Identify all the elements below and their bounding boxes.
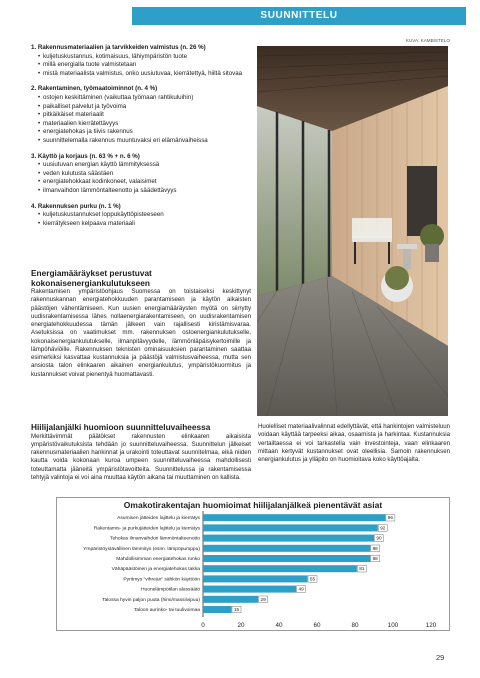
list-section xyxy=(31,85,249,145)
x-tick-label: 40 xyxy=(275,622,283,629)
list-section-title: 3. Käyttö ja korjaus (n. 63 % + n. 6 %) xyxy=(31,152,140,160)
list-item: • kuljetuskustannus, kotimaisuus, lähiympäristön tuote xyxy=(38,53,249,62)
list-item: • suunnittelemalla rakennus muuntuvaksi eri elämänvaiheissa xyxy=(38,137,249,146)
section-header: SUUNNITTELU xyxy=(132,7,466,25)
value-label: 15 xyxy=(233,607,240,612)
x-tick-label: 0 xyxy=(201,622,205,629)
x-tick-label: 60 xyxy=(313,622,321,629)
category-label: Rakentamis- ja purkujätteiden lajittelu ja kierrätys xyxy=(93,526,200,532)
article-heading: Energiamääräykset perustuvat kokonaisenergiankulutukseen xyxy=(31,268,152,288)
chart-canvas xyxy=(57,498,449,630)
bar xyxy=(203,514,385,521)
bar xyxy=(203,575,308,582)
chart-title: Omakotirakentajan huomioimat hiilijalanjälkeä pienentävät asiat xyxy=(123,500,383,510)
article-heading: Hiilijalanjälki huomioon suunnitteluvaiheessa xyxy=(31,422,211,432)
value-label: 55 xyxy=(309,576,316,582)
list-section xyxy=(31,44,249,78)
article-paragraph: Rakentamisen ympäristöohjaus Suomessa on toistaiseksi keskittynyt rakennuskannan energiatehokkuuden parantamiseen ja käytön aikaisten päästöjen vähentämiseen. Kun uusien energiamääräysten myötä on siirrytty uudisrakentamisessa lähes nollaenergiarakentamiseen, on uudisrakentamisen energiatehokkuudessa tämän jälkeen vain rajallisesti kiristämisvaraa. Asetuksissa on vaatimukset mm. rakennuksen ostoenergiankulutukselle, kokonaisenergiankulutukselle, ilmanpitävyydelle, lämmönläpäisykertoimille ja lämpöhäviöille. Rakennuksen teknisten ominaisuuksien parantaminen saattaa esimerkiksi kasvattaa kustannuksia ja päästöjä valmistusvaiheessa, mutta sen ansiosta talon elinkaaren aikainen energiankulutus, ympäristökuormitus ja kustannukset voivat pienentyä huomattavasti. xyxy=(31,288,251,378)
bar xyxy=(203,545,370,552)
list-section xyxy=(31,153,249,196)
bar xyxy=(203,606,232,613)
list-item: • uusiutuvan energian käyttö lämmityksessä xyxy=(38,161,249,170)
category-label: Talossa hyvin paljon puuta (hirsi/massiivipuu) xyxy=(102,597,200,603)
category-label: Taloon aurinko- tai tuulivoimaa xyxy=(133,608,200,613)
value-label: 29 xyxy=(260,596,266,602)
article-paragraph: Huolelliset materiaalivalinnat edellyttävät, että hankintojen valmisteluun voidaan käyttää tarpeeksi aikaa, osaamista ja harkintaa. Kustannuksia vertailtaessa ei voi tarkastella vain investointeja, vaan elinkaaren mittaan kertyvät kustannukset ovat oleellisia. Samoin rakennuksen energiankulutus ja ylläpito on huomioitava koko käyttöajalta. xyxy=(258,423,450,463)
list-item: • kuljetuskustannukset loppukäyttöpisteeseen xyxy=(38,211,249,220)
value-label: 88 xyxy=(372,556,378,561)
lifecycle-list xyxy=(31,44,249,235)
list-item: • ilmanvaihdon lämmöntalteenotto ja säädettävyys xyxy=(38,187,249,196)
list-section-title: 2. Rakentaminen, työmaatoiminnot (n. 4 %) xyxy=(31,85,158,93)
x-tick-label: 120 xyxy=(425,622,437,629)
list-item: • energiatehokas ja tiivis rakennus xyxy=(38,128,249,137)
list-section xyxy=(31,203,249,229)
category-label: Ympäristöystävällinen lämmitys (esim. lämpöpumppu) xyxy=(83,546,200,552)
value-label: 88 xyxy=(372,545,378,551)
category-label: Tehokas ilmanvaihdon lämmöntalteenotto xyxy=(110,536,200,542)
list-section-title: 1. Rakennusmateriaalien ja tarvikkeiden valmistus (n. 26 %) xyxy=(31,44,206,51)
terrace-photo-illustration xyxy=(257,46,448,416)
category-label: Asumisen jätteiden lajittelu ja kierrätys xyxy=(117,516,200,522)
bar-chart xyxy=(56,497,450,631)
list-item: • veden kulutusta säästäen xyxy=(38,170,249,179)
bar xyxy=(203,555,370,562)
value-label: 96 xyxy=(387,515,394,521)
list-item: • energiatehokkaat kodinkoneet, valaisimet xyxy=(38,178,249,187)
list-item: • paikalliset palvelut ja työvoima xyxy=(38,103,249,112)
list-section-title: 4. Rakennuksen purku (n. 1 %) xyxy=(31,202,121,210)
bar xyxy=(203,524,378,531)
terrace-photo xyxy=(257,46,448,416)
category-label: Pyritmys "vihreän" sähkön käyttöön xyxy=(123,577,200,583)
bar xyxy=(203,596,258,603)
value-label: 92 xyxy=(380,525,386,531)
category-label: Huonelämpötilan alassäätö xyxy=(141,587,200,593)
list-item: • kierrätykseen kelpaava materiaali xyxy=(38,220,249,229)
list-item: • mistä materiaalista valmistus, onko uusiutuvaa, kierrätettyä, hiiltä sitovaa xyxy=(38,70,249,79)
value-label: 90 xyxy=(376,535,382,541)
list-item: • materiaalien kierrätettävyys xyxy=(38,120,249,129)
bar xyxy=(203,586,296,593)
x-tick-label: 20 xyxy=(237,622,245,629)
article-section-energy xyxy=(31,269,251,379)
list-item: • ostojen keskittäminen (vaikuttaa työmaan rahtikuluihin) xyxy=(38,94,249,103)
page-number: 29 xyxy=(436,653,445,662)
bar xyxy=(203,535,374,542)
list-item: • millä energialla tuote valmistetaan xyxy=(38,61,249,70)
x-tick-label: 100 xyxy=(387,622,399,629)
article-section-footprint xyxy=(31,423,251,482)
bar xyxy=(203,565,357,572)
article-paragraph: Merkittävimmät päätökset rakennusten elinkaaren aikaisista ympäristövaikutuksista tehdään jo suunnitteluvaiheessa. Suunnittelun jälkeiset rakennusmateriaalien hankinnat ja urakointi toteuttavat suunnitelmaa, eikä niiden kautta voida kokonaan kuroa umpeen suunnitteluvaiheessa mahdollisesti toteuttamatta jääneitä ympäristötavoitteita. Suunnittelussa ja rakentamisessa tehtyjä valintoja ei voi aina muuttaa käytön aikana tai muuttaminen on kallista. xyxy=(31,432,251,481)
value-label: 81 xyxy=(359,566,365,572)
value-label: 49 xyxy=(298,586,304,592)
article-continuation xyxy=(258,423,450,464)
x-tick-label: 80 xyxy=(351,622,359,629)
photo-credit: KUVA: KAMBISTELO xyxy=(405,38,450,43)
category-label: Mahdollisimman energiatehokas runko xyxy=(116,557,200,562)
category-label: Vähäpäästöinen ja energiatehokas takka xyxy=(111,567,200,573)
list-item: • pitkäikäiset materiaalit xyxy=(38,111,249,120)
